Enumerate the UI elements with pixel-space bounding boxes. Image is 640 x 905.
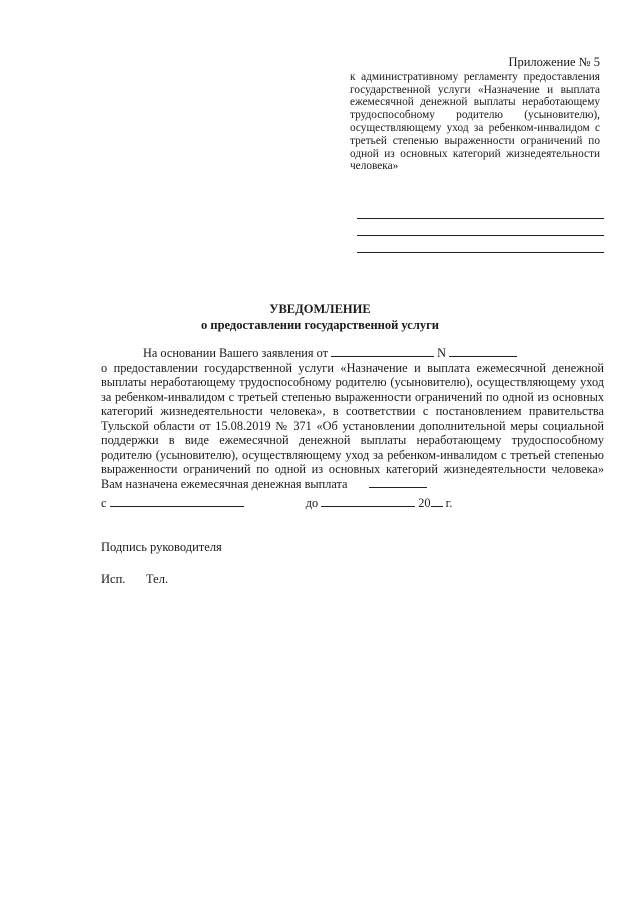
addressee-line-2	[357, 235, 604, 236]
application-number-blank	[449, 346, 517, 357]
executor-label: Исп.	[101, 572, 126, 586]
phone-label: Тел.	[146, 572, 169, 586]
notice-title: УВЕДОМЛЕНИЕ	[269, 302, 371, 316]
addressee-line-3	[357, 252, 604, 253]
from-date-blank	[110, 496, 244, 507]
application-date-blank	[331, 346, 434, 357]
from-label: с	[101, 496, 107, 510]
appendix-text: к административному регламенту предоставления государственной услуги «Назначение и выплата ежемесячной денежной выплаты неработающему трудоспособному родителю (усыновителю), осуществляющему уход за ребенком-инвалидом с третьей степенью выраженности ограничений по одной из основных категорий жизнедеятельности человека»	[350, 70, 600, 173]
notice-n-label: N	[437, 346, 447, 360]
notice-body-text: о предоставлении государственной услуги «Назначение и выплата ежемесячной денежной выплаты неработающему трудоспособному родителю (усыновителю), осуществляющему уход за ребенком-инвалидом с третьей степенью выраженности ограничений по одной из основных категорий жизнедеятельности человека», в соответствии с постановлением правительства Тульской области от 15.08.2019 № 371 «Об установлении дополнительной меры социальной поддержки в виде ежемесячной денежной выплаты неработающему трудоспособному родителю (усыновителю), осуществляющему уход за ребенком-инвалидом с третьей степенью выраженности ограничений по одной из основных категорий жизнедеятельности человека» Вам назначена ежемесячная денежная выплата	[101, 360, 604, 491]
to-label: до	[305, 496, 319, 510]
notice-subtitle: о предоставлении государственной услуги	[201, 318, 439, 332]
period-row	[101, 496, 452, 511]
amount-blank	[369, 477, 427, 488]
appendix-number: Приложение № 5	[508, 55, 600, 69]
year-blank	[431, 496, 443, 507]
notice-start: На основании Вашего заявления от	[143, 346, 328, 360]
to-date-blank	[321, 496, 415, 507]
addressee-line-1	[357, 218, 604, 219]
appendix-block	[350, 0, 600, 173]
year-prefix: 20	[418, 496, 431, 510]
signature-label: Подпись руководителя	[101, 540, 222, 554]
year-suffix: г.	[445, 496, 453, 510]
notice-body	[101, 346, 604, 491]
